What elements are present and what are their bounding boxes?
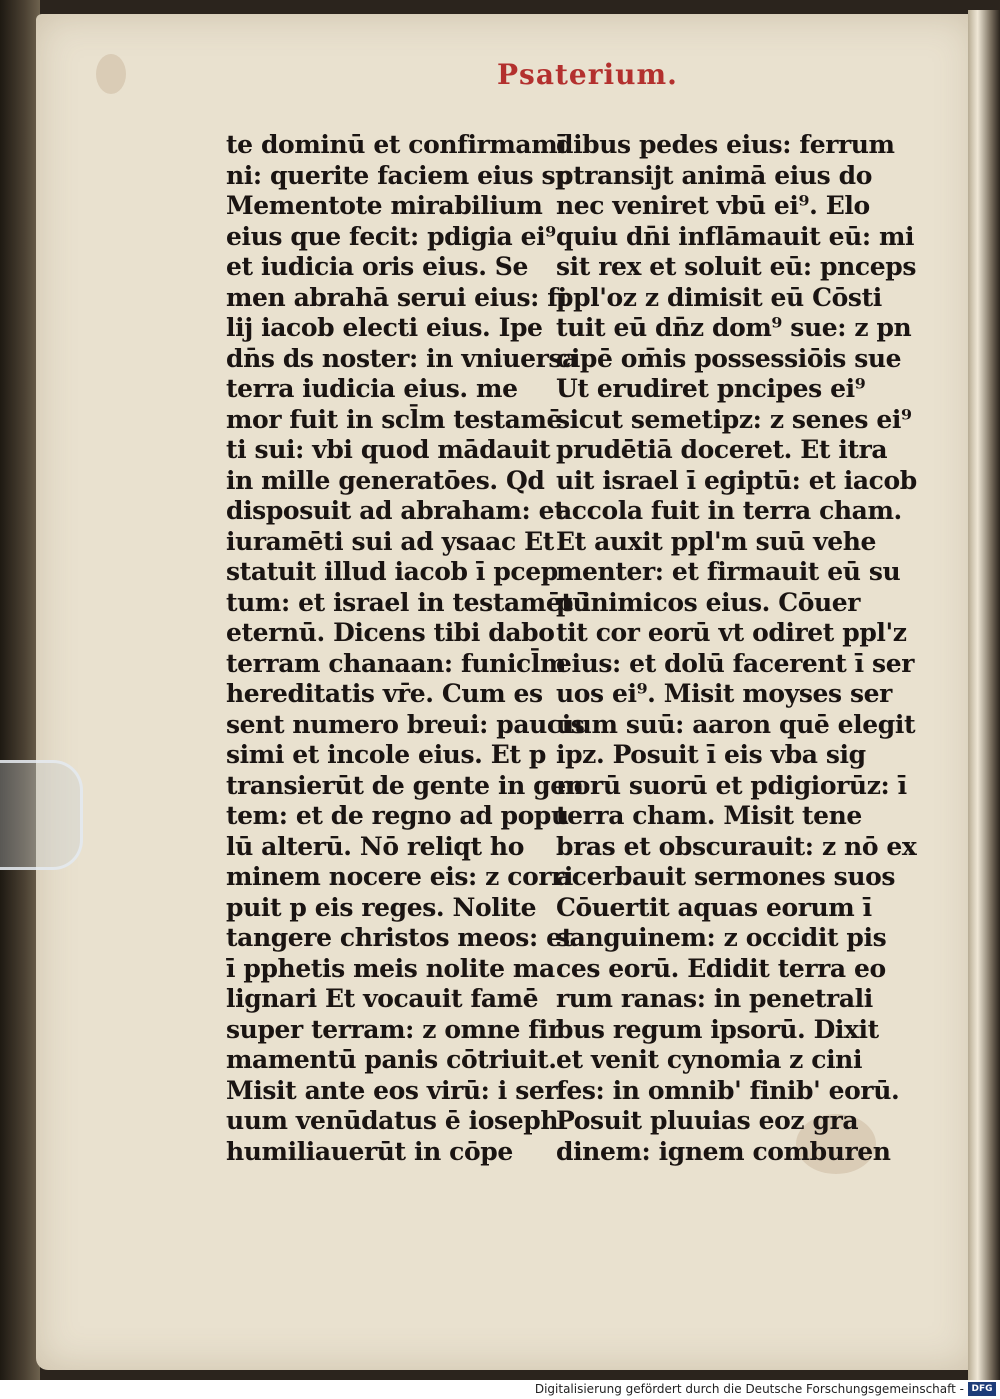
text-line: mor fuit in scl̄m testamē [226, 404, 563, 434]
text-line: fes: in omnib' finib' eorū. [556, 1075, 900, 1105]
text-line: sicut semetipz: z senes ei⁹ [556, 404, 912, 434]
text-line: terra cham. Misit tene [556, 801, 862, 830]
text-line: dn̄s ds noster: in vniuersa [226, 343, 578, 373]
paper-stain [96, 54, 126, 94]
text-line: minem nocere eis: z corri [226, 862, 573, 891]
text-line: prudētiā doceret. Et itra [556, 435, 888, 464]
text-column-left [226, 130, 591, 1167]
text-line: ti sui: vbi quod mādauit [226, 435, 551, 464]
text-line: norū suorū et pdigiorūz: ī [556, 770, 907, 800]
text-line: cipē om̄is possessiōis sue [556, 343, 902, 373]
text-line: tem: et de regno ad popu [226, 801, 569, 830]
text-line: Ut erudiret pncipes ei⁹ [556, 374, 866, 403]
text-line: p inimicos eius. Cōuer [556, 587, 861, 617]
page-running-title: Psaterium. [497, 58, 678, 91]
text-line: rum ranas: in penetrali [556, 984, 873, 1013]
text-line: terra iudicia eius. me [226, 374, 518, 403]
text-line: simi et incole eius. Et p [226, 740, 546, 769]
text-line: bus regum ipsorū. Dixit [556, 1014, 879, 1044]
text-line: transierūt de gente in gen [226, 770, 584, 800]
text-line: hereditatis vr̄e. Cum es [226, 679, 543, 708]
text-line: dinem: ignem comburen [556, 1136, 891, 1166]
text-line: nec veniret vbū ei⁹. Elo [556, 191, 870, 220]
text-line: quiu dn̄i inflāmauit eū: mi [556, 221, 915, 251]
text-line: eternū. Dicens tibi dabo [226, 618, 555, 647]
text-line: men abrahā serui eius: fi [226, 282, 567, 312]
text-line: ipz. Posuit ī eis vba sig [556, 740, 866, 769]
book-clip [0, 760, 83, 870]
text-line: puit p eis reges. Nolite [226, 892, 537, 922]
text-line: uum venūdatus ē ioseph [226, 1106, 559, 1135]
text-line: sanguinem: z occidit pis [556, 923, 887, 952]
text-line: lū alterū. Nō reliqt ho [226, 831, 524, 861]
text-line: humiliauerūt in cōpe [226, 1136, 513, 1166]
text-line: acerbauit sermones suos [556, 862, 896, 891]
dfg-logo-badge: DFG [968, 1382, 996, 1396]
text-line: tangere christos meos: et [226, 923, 573, 952]
text-line: te dominū et confirmamī [226, 130, 567, 159]
text-line: iuramēti sui ad ysaac Et [226, 526, 554, 556]
text-line: ni: querite faciem eius sp [226, 160, 573, 190]
text-line: bras et obscurauit: z nō ex [556, 831, 917, 861]
text-line: super terram: z omne fir [226, 1014, 561, 1044]
text-line: uit israel ī egiptū: et iacob [556, 465, 917, 495]
text-line: uum suū: aaron quē elegit [556, 709, 916, 739]
text-line: ptransijt animā eius do [556, 160, 872, 190]
text-line: lij iacob electi eius. Ipe [226, 313, 543, 342]
text-line: sent numero breui: paucis [226, 709, 585, 739]
text-line: dibus pedes eius: ferrum [556, 130, 895, 159]
text-line: Misit ante eos virū: i ser [226, 1075, 558, 1105]
text-line: in mille generatōes. Qd [226, 465, 545, 495]
text-line: sit rex et soluit eū: pnceps [556, 252, 916, 281]
page-stack-edge [968, 10, 1000, 1380]
text-line: disposuit ad abraham: et [226, 496, 566, 525]
text-line: et venit cynomia z cini [556, 1045, 863, 1074]
footer-credit: Digitalisierung gefördert durch die Deutsche Forschungsgemeinschaft - [534, 1382, 964, 1396]
text-line: eius: et dolū facerent ī ser [556, 648, 915, 678]
text-line: tum: et israel in testamētū [226, 587, 591, 617]
text-line: Et auxit ppl'm suū vehe [556, 526, 877, 556]
text-line: tit cor eorū vt odiret ppl'z [556, 618, 907, 647]
text-line: et iudicia oris eius. Se [226, 252, 528, 281]
text-line: ppl'oz z dimisit eū Cōsti [556, 282, 882, 312]
text-column-right [556, 130, 917, 1167]
text-line: accola fuit in terra cham. [556, 496, 902, 525]
text-line: Cōuertit aquas eorum ī [556, 892, 872, 922]
text-line: statuit illud iacob ī pcep [226, 557, 558, 586]
text-line: Posuit pluuias eoz gra [556, 1106, 859, 1135]
text-line: menter: et firmauit eū su [556, 557, 901, 586]
book-spine-edge [0, 0, 40, 1380]
text-line: mamentū panis cōtriuit. [226, 1045, 557, 1074]
text-line: terram chanaan: funicl̄m [226, 648, 567, 678]
text-line: tuit eū dn̄z dom⁹ sue: z pn [556, 313, 912, 342]
text-line: ī pphetis meis nolite ma [226, 953, 555, 983]
text-line: lignari Et vocauit famē [226, 984, 539, 1013]
text-line: Mementote mirabilium [226, 191, 543, 220]
footer-bar [0, 1380, 1000, 1399]
text-line: eius que fecit: pdigia ei⁹ [226, 221, 556, 251]
text-line: ces eorū. Edidit terra eo [556, 953, 886, 983]
text-line: uos ei⁹. Misit moyses ser [556, 679, 892, 708]
